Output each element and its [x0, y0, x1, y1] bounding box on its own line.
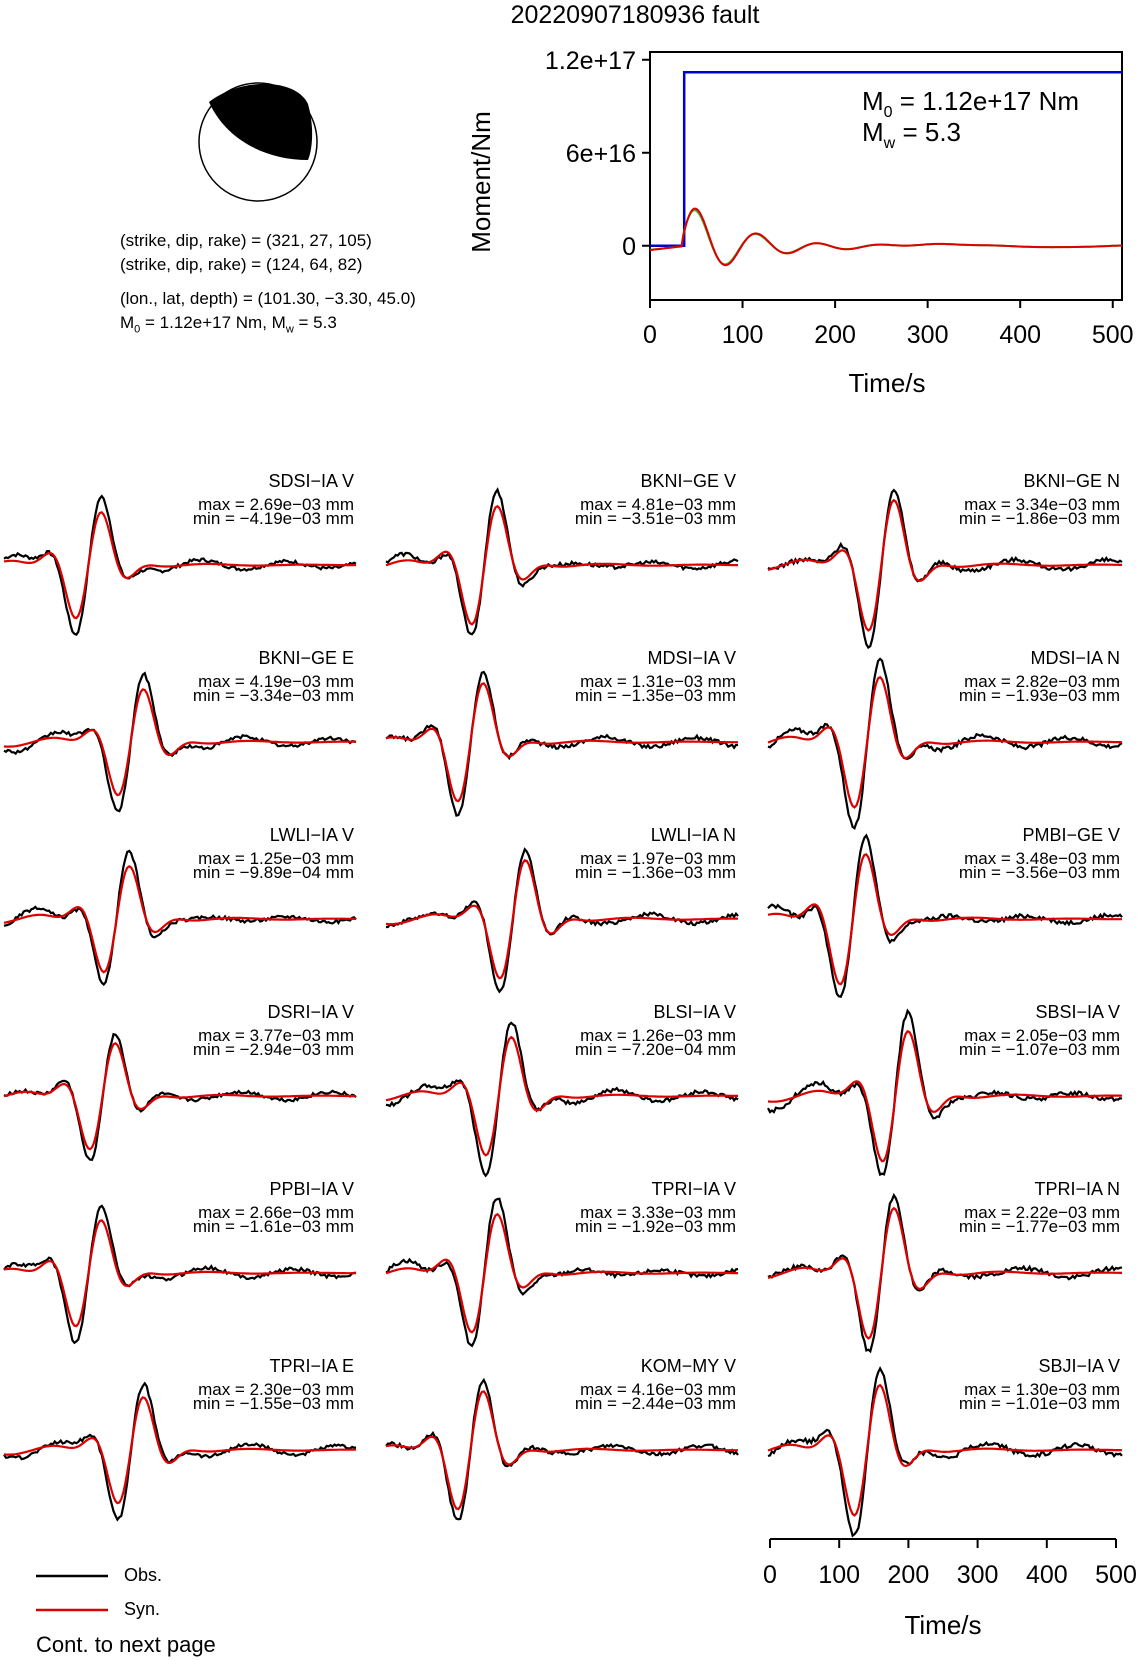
waveform-panel — [4, 648, 356, 811]
moment-xlabel: Time/s — [848, 368, 926, 398]
station-label: PMBI−GE V — [1022, 825, 1120, 845]
station-label: LWLI−IA V — [269, 825, 354, 845]
continue-note: Cont. to next page — [36, 1632, 216, 1657]
station-label: TPRI−IA V — [651, 1179, 736, 1199]
waveform-panel — [4, 471, 356, 635]
m0-subscript: 0 — [134, 323, 141, 336]
station-label: PPBI−IA V — [269, 1179, 354, 1199]
station-label: SBSI−IA V — [1035, 1002, 1120, 1022]
time-axis-tick-label: 0 — [763, 1561, 777, 1589]
m0-value-text: = 1.12e+17 Nm, M — [140, 313, 286, 332]
station-max: max = 2.30e−03 mm — [198, 1380, 354, 1399]
station-label: BLSI−IA V — [653, 1002, 736, 1022]
station-min: min = −3.51e−03 mm — [574, 509, 736, 528]
moment-ylabel: Moment/Nm — [466, 111, 496, 253]
annotation-m0-sub: 0 — [883, 104, 893, 121]
waveform-panel — [386, 1002, 738, 1176]
m0-symbol: M — [120, 313, 135, 332]
station-label: SBJI−IA V — [1038, 1356, 1120, 1376]
station-max: max = 3.48e−03 mm — [964, 849, 1120, 868]
annotation-mw-value: = 5.3 — [895, 117, 962, 147]
legend-obs-label: Obs. — [124, 1565, 163, 1585]
syn-trace — [4, 866, 356, 972]
moment-xtick-label: 0 — [643, 321, 657, 349]
station-max: max = 2.05e−03 mm — [964, 1026, 1120, 1045]
station-max: max = 2.82e−03 mm — [964, 672, 1120, 691]
annotation-mw-sub: w — [883, 135, 896, 152]
station-min: min = −1.36e−03 mm — [574, 863, 736, 882]
station-min: min = −1.01e−03 mm — [958, 1394, 1120, 1413]
station-max: max = 1.25e−03 mm — [198, 849, 354, 868]
annotation-m0-value: = 1.12e+17 Nm — [892, 86, 1080, 116]
event-location: (lon., lat, depth) = (101.30, −3.30, 45.0) — [120, 289, 416, 308]
waveform-panel — [386, 1356, 738, 1519]
station-min: min = −4.19e−03 mm — [192, 509, 354, 528]
waveform-panel — [386, 1179, 738, 1346]
waveform-panel — [386, 825, 738, 992]
waveform-panel — [768, 648, 1122, 828]
nodal-plane-2: (strike, dip, rake) = (124, 64, 82) — [120, 255, 363, 274]
station-max: max = 4.19e−03 mm — [198, 672, 354, 691]
waveform-panel — [4, 825, 356, 985]
moment-ytick-label: 1.2e+17 — [544, 46, 636, 75]
syn-trace — [4, 689, 356, 795]
time-axis-tick-label: 500 — [1095, 1561, 1137, 1589]
station-max: max = 2.66e−03 mm — [198, 1203, 354, 1222]
station-max: max = 2.22e−03 mm — [964, 1203, 1120, 1222]
station-label: MDSI−IA V — [647, 648, 736, 668]
station-min: min = −2.94e−03 mm — [192, 1040, 354, 1059]
station-max: max = 3.34e−03 mm — [964, 495, 1120, 514]
nodal-plane-1: (strike, dip, rake) = (321, 27, 105) — [120, 231, 372, 250]
station-max: max = 4.81e−03 mm — [580, 495, 736, 514]
station-min: min = −1.61e−03 mm — [192, 1217, 354, 1236]
time-axis-tick-label: 300 — [956, 1561, 999, 1589]
station-max: max = 1.30e−03 mm — [964, 1380, 1120, 1399]
station-label: MDSI−IA N — [1030, 648, 1120, 668]
moment-xtick-label: 400 — [999, 321, 1042, 349]
moment-xtick-label: 100 — [721, 321, 764, 349]
station-label: KOM−MY V — [640, 1356, 736, 1376]
station-label: BKNI−GE V — [640, 471, 736, 491]
station-min: min = −2.44e−03 mm — [574, 1394, 736, 1413]
station-max: max = 1.26e−03 mm — [580, 1026, 736, 1045]
syn-trace — [4, 1043, 356, 1149]
station-label: BKNI−GE N — [1023, 471, 1120, 491]
time-axis-tick-label: 200 — [887, 1561, 930, 1589]
station-min: min = −1.93e−03 mm — [958, 686, 1120, 705]
annotation-m0-symbol: M — [862, 86, 884, 116]
station-label: LWLI−IA N — [650, 825, 736, 845]
station-min: min = −7.20e−04 mm — [574, 1040, 736, 1059]
page-title: 20220907180936 fault — [510, 1, 760, 29]
time-axis-tick-label: 100 — [818, 1561, 861, 1589]
time-axis-tick-label: 400 — [1025, 1561, 1068, 1589]
station-min: min = −1.77e−03 mm — [958, 1217, 1120, 1236]
waveform-panel — [386, 648, 738, 816]
station-label: TPRI−IA N — [1034, 1179, 1120, 1199]
station-label: BKNI−GE E — [258, 648, 354, 668]
waveform-panel — [4, 1179, 356, 1343]
station-label: TPRI−IA E — [269, 1356, 354, 1376]
moment-xtick-label: 500 — [1091, 321, 1134, 349]
moment-xtick-label: 300 — [906, 321, 949, 349]
moment-ytick-label: 0 — [622, 232, 636, 261]
annotation-mw-symbol: M — [862, 117, 884, 147]
moment-ytick-label: 6e+16 — [565, 139, 636, 168]
station-label: SDSI−IA V — [268, 471, 354, 491]
waveform-panel — [768, 825, 1122, 997]
legend-syn-label: Syn. — [124, 1599, 161, 1619]
waveform-panel — [768, 1179, 1122, 1351]
station-max: max = 1.31e−03 mm — [580, 672, 736, 691]
station-min: min = −1.55e−03 mm — [192, 1394, 354, 1413]
station-min: min = −3.34e−03 mm — [192, 686, 354, 705]
station-max: max = 2.69e−03 mm — [198, 495, 354, 514]
station-max: max = 3.33e−03 mm — [580, 1203, 736, 1222]
station-min: min = −1.07e−03 mm — [958, 1040, 1120, 1059]
station-min: min = −1.86e−03 mm — [958, 509, 1120, 528]
time-axis-label: Time/s — [904, 1610, 982, 1640]
station-min: min = −3.56e−03 mm — [958, 863, 1120, 882]
station-max: max = 4.16e−03 mm — [580, 1380, 736, 1399]
waveform-panel — [768, 471, 1122, 648]
station-min: min = −1.35e−03 mm — [574, 686, 736, 705]
waveform-panel — [386, 471, 738, 634]
waveform-panel — [4, 1356, 356, 1520]
station-min: min = −9.89e−04 mm — [192, 863, 354, 882]
station-min: min = −1.92e−03 mm — [574, 1217, 736, 1236]
moment-xtick-label: 200 — [814, 321, 856, 349]
station-max: max = 1.97e−03 mm — [580, 849, 736, 868]
station-label: DSRI−IA V — [267, 1002, 354, 1022]
waveform-panel — [4, 1002, 356, 1160]
waveform-panel — [768, 1002, 1122, 1175]
waveform-panel — [768, 1356, 1122, 1536]
mw-subscript: w — [285, 323, 294, 336]
mw-value-text: = 5.3 — [293, 313, 337, 332]
station-max: max = 3.77e−03 mm — [198, 1026, 354, 1045]
syn-trace — [4, 1397, 356, 1503]
